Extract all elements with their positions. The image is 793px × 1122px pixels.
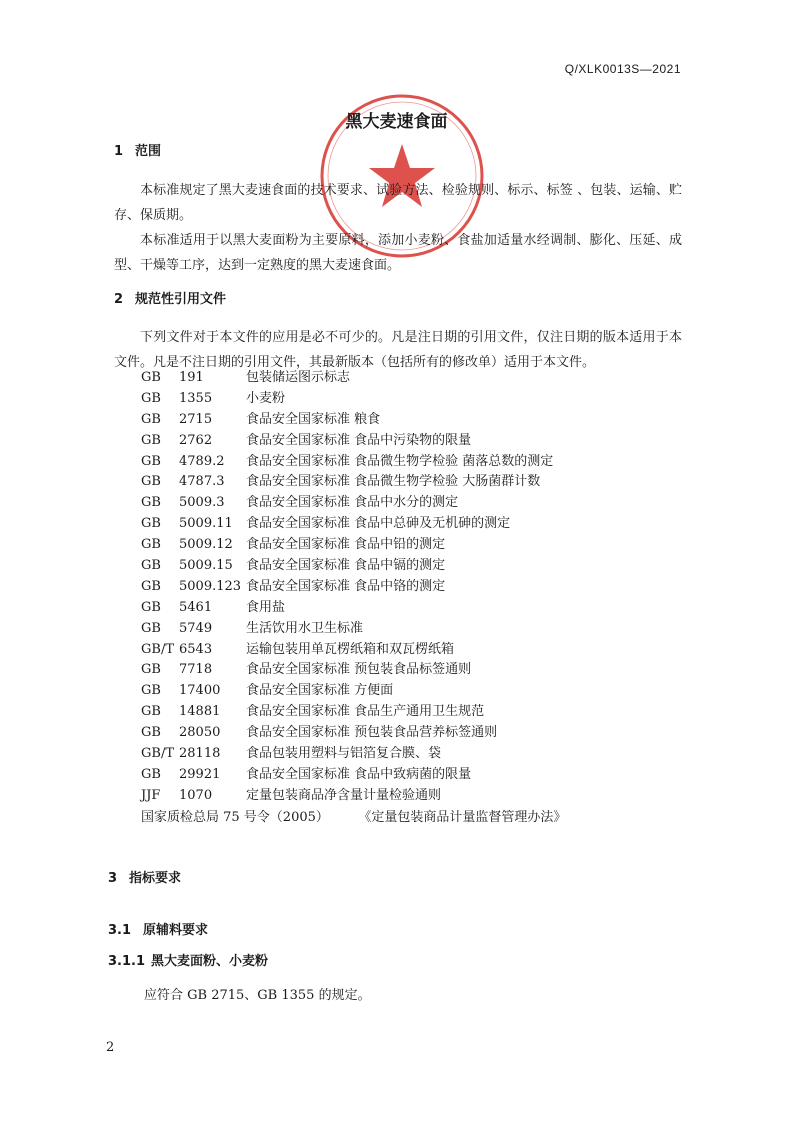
- reference-row: [141, 472, 553, 493]
- reference-code: 1355: [179, 390, 213, 406]
- reference-prefix: GB: [141, 537, 161, 553]
- reference-code: 29921: [179, 766, 221, 782]
- reference-title: 食品安全国家标准 预包装食品营养标签通则: [246, 725, 498, 741]
- reference-prefix: GB: [141, 516, 161, 532]
- reference-prefix: GB: [141, 474, 161, 490]
- reference-title: 食品安全国家标准 食品中致病菌的限量: [246, 766, 472, 782]
- section-title: 范围: [135, 144, 162, 159]
- section-title: 原辅料要求: [143, 923, 209, 938]
- reference-title: 生活饮用水卫生标准: [246, 620, 364, 636]
- reference-title: 食品安全国家标准 食品微生物学检验 菌落总数的测定: [246, 453, 554, 469]
- section-number: 2: [114, 292, 124, 307]
- reference-row: [141, 368, 553, 389]
- reference-row: [141, 556, 553, 577]
- reference-row: [141, 619, 553, 640]
- reference-prefix: GB: [141, 766, 161, 782]
- reference-prefix: GB: [141, 662, 161, 678]
- extra-reference-issuer: 国家质检总局 75 号令（2005）: [141, 810, 329, 825]
- scope-paragraph-2: 本标准适用于以黑大麦面粉为主要原料，添加小麦粉、食盐加适量水经调制、膨化、压延、成型、干燥等工序，达到一定熟度的黑大麦速食面。: [114, 233, 682, 273]
- page-number: 2: [106, 1040, 115, 1055]
- reference-title: 运输包装用单瓦楞纸箱和双瓦楞纸箱: [246, 641, 455, 657]
- reference-code: 5009.3: [179, 495, 225, 511]
- reference-code: 5009.11: [179, 516, 233, 532]
- reference-title: 食品安全国家标准 食品微生物学检验 大肠菌群计数: [246, 474, 541, 490]
- reference-title: 食品安全国家标准 食品中铅的测定: [246, 537, 446, 553]
- reference-prefix: GB: [141, 683, 161, 699]
- reference-row: [141, 535, 553, 556]
- reference-code: 5461: [179, 599, 213, 615]
- reference-title: 食用盐: [246, 599, 286, 615]
- extra-reference-row: [141, 806, 566, 825]
- reference-prefix: GB/T: [141, 641, 174, 657]
- section-number: 3.1.1: [108, 954, 146, 969]
- reference-prefix: GB: [141, 704, 161, 720]
- reference-row: [141, 723, 553, 744]
- reference-code: 17400: [179, 683, 221, 699]
- section-3-heading: [108, 867, 181, 886]
- reference-prefix: GB: [141, 453, 161, 469]
- document-id: Q/XLK0013S—2021: [564, 62, 681, 76]
- reference-row: [141, 431, 553, 452]
- reference-row: [141, 493, 553, 514]
- section-number: 1: [114, 144, 124, 159]
- section-title: 规范性引用文件: [135, 292, 227, 307]
- reference-row: [141, 389, 553, 410]
- section-number: 3.1: [108, 923, 132, 938]
- reference-code: 2715: [179, 411, 213, 427]
- reference-code: 6543: [179, 641, 213, 657]
- reference-code: 14881: [179, 704, 221, 720]
- reference-row: [141, 702, 553, 723]
- section-title: 指标要求: [129, 871, 182, 886]
- page-title: 黑大麦速食面: [345, 112, 448, 132]
- reference-title: 食品包装用塑料与铝箔复合膜、袋: [246, 746, 442, 762]
- section-number: 3: [108, 871, 118, 886]
- reference-title: 食品安全国家标准 食品中铬的测定: [246, 578, 446, 594]
- reference-prefix: JJF: [141, 787, 161, 803]
- reference-code: 5009.12: [179, 537, 233, 553]
- reference-row: [141, 514, 553, 535]
- reference-code: 4787.3: [179, 474, 225, 490]
- references-intro-paragraph: 下列文件对于本文件的应用是必不可少的。凡是注日期的引用文件，仅注日期的版本适用于本文件。凡是不注日期的引用文件，其最新版本（包括所有的修改单）适用于本文件。: [114, 330, 682, 370]
- reference-title: 定量包装商品净含量计量检验通则: [246, 787, 442, 803]
- section-1-heading: [114, 140, 161, 159]
- section-2-heading: [114, 288, 226, 307]
- reference-row: [141, 681, 553, 702]
- reference-title: 食品安全国家标准 食品中污染物的限量: [246, 432, 472, 448]
- scope-paragraph-1: 本标准规定了黑大麦速食面的技术要求、试验方法、检验规则、标示、标签 、包装、运输、贮存、保质期。: [114, 183, 682, 223]
- reference-title: 食品安全国家标准 食品中水分的测定: [246, 495, 459, 511]
- reference-row: [141, 410, 553, 431]
- section-3-1-heading: [108, 919, 208, 938]
- reference-row: [141, 786, 553, 807]
- reference-row: [141, 598, 553, 619]
- reference-code: 4789.2: [179, 453, 225, 469]
- section-3-1-1-heading: [108, 950, 268, 969]
- reference-list: [141, 368, 553, 807]
- reference-prefix: GB: [141, 725, 161, 741]
- reference-code: 7718: [179, 662, 213, 678]
- reference-title: 食品安全国家标准 食品中镉的测定: [246, 558, 446, 574]
- reference-code: 2762: [179, 432, 213, 448]
- reference-code: 5009.15: [179, 558, 233, 574]
- reference-row: [141, 640, 553, 661]
- reference-code: 28050: [179, 725, 221, 741]
- reference-prefix: GB/T: [141, 746, 174, 762]
- reference-title: 食品安全国家标准 食品中总砷及无机砷的测定: [246, 516, 511, 532]
- reference-code: 5009.123: [179, 578, 242, 594]
- reference-prefix: GB: [141, 578, 161, 594]
- extra-reference-title: 《定量包装商品计量监督管理办法》: [364, 810, 567, 825]
- reference-code: 191: [179, 370, 204, 385]
- reference-prefix: GB: [141, 495, 161, 511]
- reference-prefix: GB: [141, 370, 161, 385]
- reference-title: 小麦粉: [246, 390, 286, 406]
- reference-prefix: GB: [141, 558, 161, 574]
- reference-prefix: GB: [141, 620, 161, 636]
- reference-prefix: GB: [141, 432, 161, 448]
- reference-title: 包装储运图示标志: [246, 370, 351, 385]
- reference-row: [141, 660, 553, 681]
- reference-title: 食品安全国家标准 食品生产通用卫生规范: [246, 704, 485, 720]
- reference-row: [141, 765, 553, 786]
- reference-row: [141, 744, 553, 765]
- reference-title: 食品安全国家标准 方便面: [246, 683, 394, 699]
- reference-row: [141, 452, 553, 473]
- reference-title: 食品安全国家标准 粮食: [246, 411, 381, 427]
- reference-row: [141, 577, 553, 598]
- section-title: 黑大麦面粉、小麦粉: [151, 954, 269, 969]
- reference-title: 食品安全国家标准 预包装食品标签通则: [246, 662, 472, 678]
- reference-code: 1070: [179, 787, 213, 803]
- reference-prefix: GB: [141, 390, 161, 406]
- reference-code: 5749: [179, 620, 213, 636]
- section-3-1-1-text: 应符合 GB 2715、GB 1355 的规定。: [144, 988, 371, 1003]
- reference-prefix: GB: [141, 411, 161, 427]
- reference-code: 28118: [179, 746, 221, 762]
- reference-prefix: GB: [141, 599, 161, 615]
